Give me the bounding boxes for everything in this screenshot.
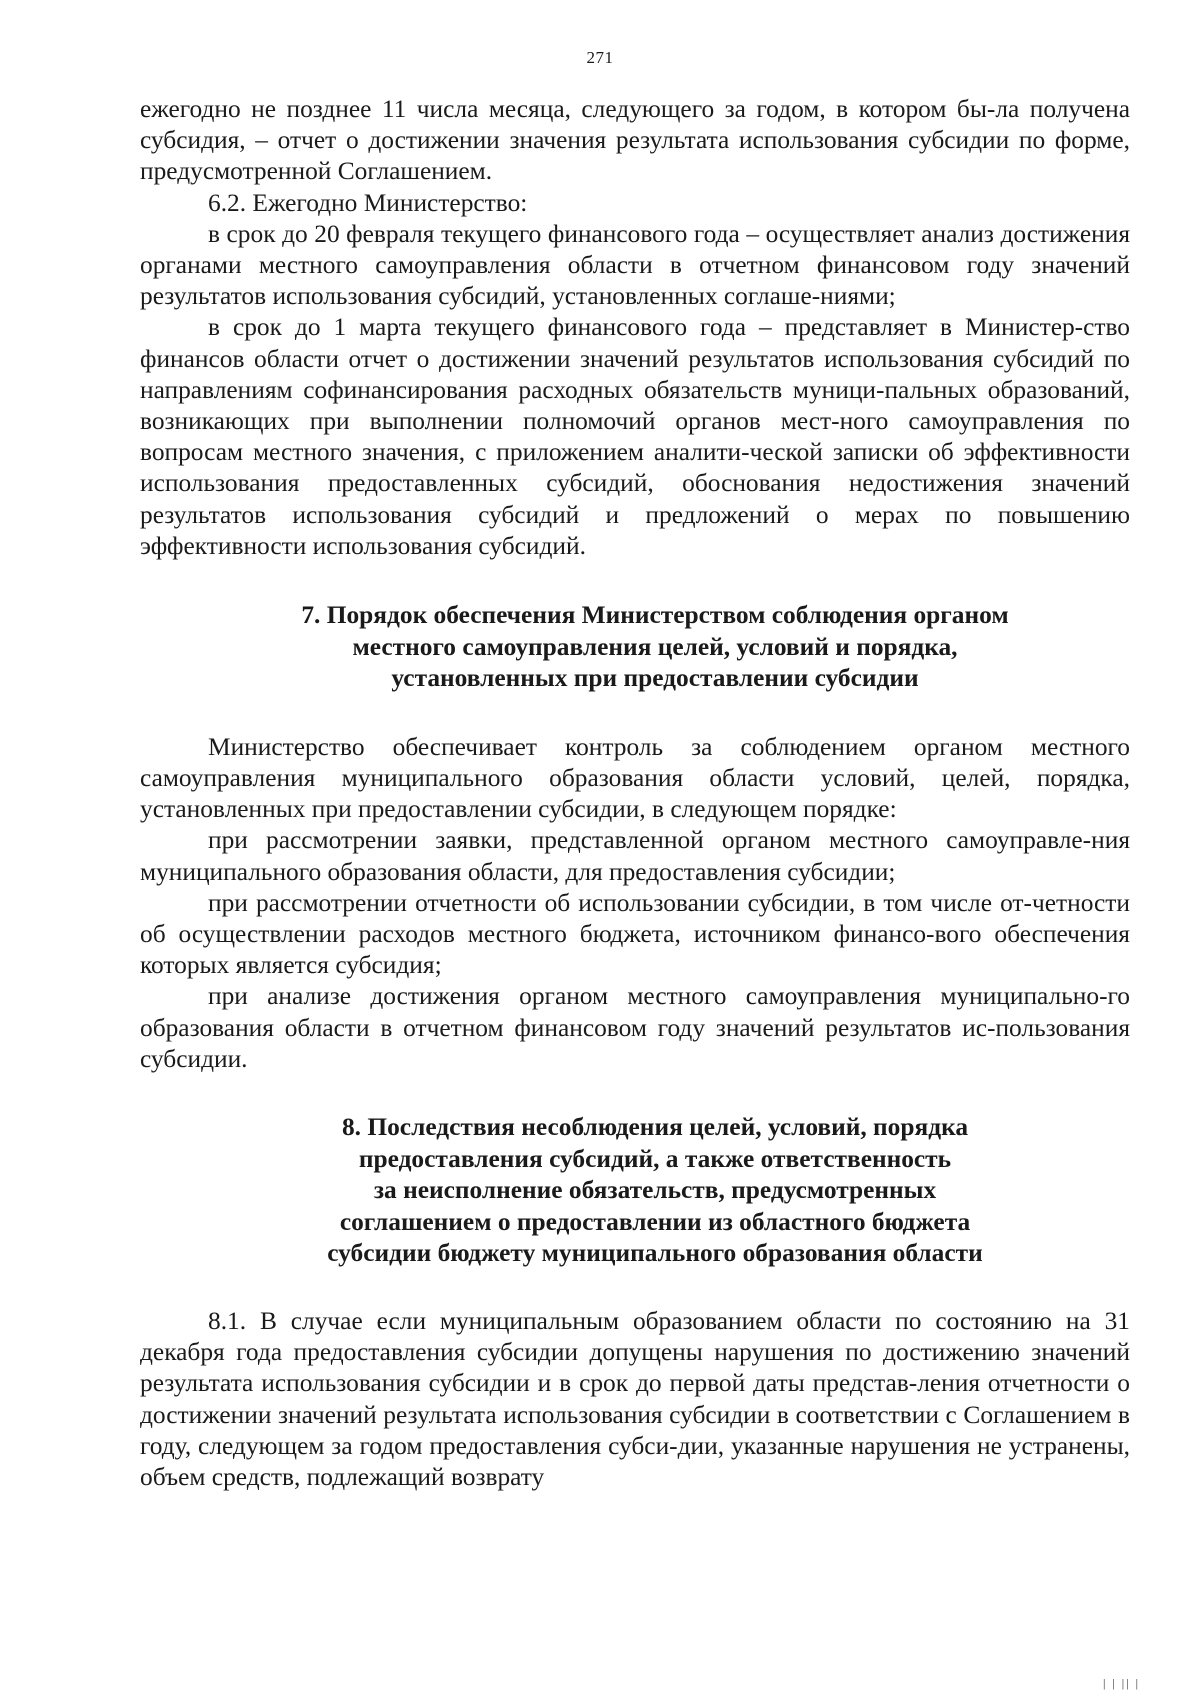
paragraph-ministry-control: Министерство обеспечивает контроль за соблюдением органом местного самоуправления муниципального образования области условий, целей, порядка, установленных при предоставлении субсидии, в следующем порядке:	[140, 732, 1130, 824]
scan-artifact-mark: | | || |	[1102, 1676, 1140, 1690]
section-7-heading-line: 7. Порядок обеспечения Министерством соблюдения органом	[301, 601, 1009, 630]
paragraph-feb-20-analysis: в срок до 20 февраля текущего финансового года – осуществляет анализ достижения органами местного самоуправления области в отчетном финансовом году значений результатов использования субсидий, установленных соглаше-ниями;	[140, 219, 1130, 311]
section-7-heading-line: установленных при предоставлении субсидии	[391, 664, 919, 693]
paragraph-control-application: при рассмотрении заявки, представленной органом местного самоуправле-ния муниципального образования области, для предоставления субсидии;	[140, 826, 1130, 886]
section-8-heading	[140, 1112, 1130, 1270]
section-7-heading	[140, 600, 1130, 695]
paragraph-annual-report-deadline: ежегодно не позднее 11 числа месяца, следующего за годом, в котором бы-ла получена субсидия, – отчет о достижении значения результата использования субсидии по форме, предусмотренной Соглашением.	[140, 95, 1130, 186]
page-number: 271	[586, 48, 614, 67]
section-7-heading-line: местного самоуправления целей, условий и порядка,	[352, 632, 958, 661]
section-8-heading-line: 8. Последствия несоблюдения целей, условий, порядка	[341, 1113, 969, 1142]
paragraph-control-reporting: при рассмотрении отчетности об использовании субсидии, в том числе от-четности об осуществлении расходов местного бюджета, источником финансо-вого обеспечения которых является субсидия;	[140, 888, 1130, 980]
section-8-heading-line: предоставления субсидий, а также ответственность	[358, 1144, 952, 1173]
document-body	[140, 94, 1130, 1493]
paragraph-mar-1-report: в срок до 1 марта текущего финансового года – представляет в Министер-ство финансов области отчет о достижении значений результатов использования субсидий по направлениям софинансирования расходных обязательств муници-пальных образований, возникающих при выполнении полномочий органов мест-ного самоуправления по вопросам местного значения, с приложением аналити-ческой записки об эффективности использования предоставленных субсидий, обоснования недостижения значений результатов использования субсидий и предложений о мерах по повышению эффективности использования субсидий.	[140, 313, 1130, 560]
section-8-heading-line: за неисполнение обязательств, предусмотренных	[373, 1176, 937, 1205]
paragraph-6-2: 6.2. Ежегодно Министерство:	[208, 188, 528, 217]
paragraph-control-analysis: при анализе достижения органом местного самоуправления муниципально-го образования области в отчетном финансовом году значений результатов ис-пользования субсидии.	[140, 982, 1130, 1073]
section-8-heading-line: соглашением о предоставлении из областного бюджета	[339, 1207, 971, 1236]
section-8-heading-line: субсидии бюджету муниципального образования области	[327, 1239, 983, 1268]
paragraph-8-1: 8.1. В случае если муниципальным образованием области по состоянию на 31 декабря года предоставления субсидии допущены нарушения по достижению значений результата использования субсидии и в срок до первой даты представ-ления отчетности о достижении значений результата использования субсидии в соответствии с Соглашением в году, следующем за годом предоставления субси-дии, указанные нарушения не устранены, объем средств, подлежащий возврату	[140, 1307, 1130, 1492]
